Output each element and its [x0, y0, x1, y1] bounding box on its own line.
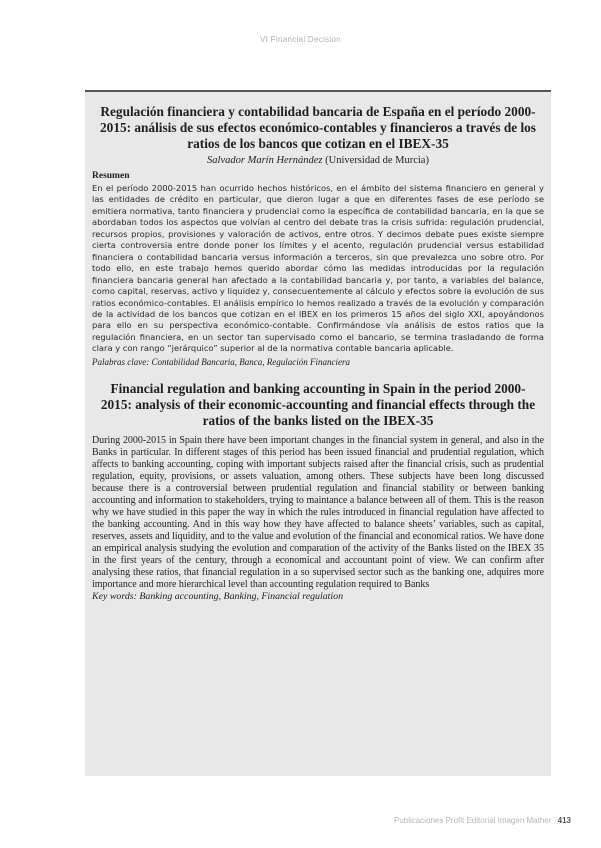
english-title: Financial regulation and banking accounting in Spain in the period 2000-2015: analysis of their economic-accounting and financial effects through the ratios of the banks listed on the IBEX-35: [100, 380, 536, 428]
footer-publication: Publicaciones Profit Editorial Imagen Mather: [393, 816, 552, 825]
english-abstract: During 2000-2015 in Spain there have been important changes in the financial system in general, and also in the Banks in particular. In different stages of this period has been issued financial and prudential regulation, which affects to banking accounting, coping with important subjects raised after the financial crisis, such as prudential regulation, equity, provisions, or assets valuation, among others. These subjects have been long discussed because there is a controversial between prudential regulation and financial stability or between banking accounting and information to stakeholders, trying to maintance a balance between all of them. This is the reason why we have studied in this paper the way in which the rules introduced in financial regulation have affected to the banking accounting. And in this way how they have affected to balance sheets’ variables, such as capital, reserves, assets and liquidity, and to the value and evolution of the financial and economical ratios. We have done an empirical analysis studying the evolution and comparation of the activity of the Banks listed on the IBEX 35 in the first years of the century, through a economical and accountant point of view. We can confirm after analysing these ratios, that financial regulation in a so supervised sector such as the banking one, adquires more importance and more hierarchical level than accounting regulation required to Banks: [92, 434, 544, 591]
author-line: [92, 154, 544, 167]
author-affiliation: (Universidad de Murcia): [325, 155, 429, 166]
english-keywords: Key words: Banking accounting, Banking, Financial regulation: [92, 591, 344, 603]
author-name: Salvador Marín Hernández: [207, 155, 323, 166]
page-footer: [394, 816, 571, 825]
abstract-panel: [85, 90, 551, 776]
running-head: VI Financial Decision: [260, 35, 341, 44]
resumen-label: Resumen: [92, 171, 130, 181]
spanish-keywords: Palabras clave: Contabilidad Bancaria, Banca, Regulación Financiera: [92, 356, 350, 367]
spanish-abstract: En el período 2000-2015 han ocurrido hechos históricos, en el ámbito del sistema financiero en general y las entidades de crédito en particular, que dieron lugar a que en diferentes fases de ese período se emitiera normativa, tanto financiera y prudencial como la específica de contabilidad bancaria, en la que se abordaban todos los aspectos que volvían al centro del debate tras la crisis sufrida: regulación prudencial, recursos propios, provisiones y valoración de activos, entre otros. Y decimos debate pues existe siempre cierta controversia entre donde poner los límites y el acento, regulación prudencial versus estabilidad financiera o contabilidad bancaria versus información a terceros, sin que prevalezca uno sobre otro. Por todo ello, en este trabajo hemos querido abordar cómo las medidas introducidas por la regulación financiera bancaria general han afectado a la contabilidad bancaria y, por tanto, a variables del balance, como capital, reservas, activo y liquidez y, consecuentemente al cálculo y efectos sobre la evolución de sus ratios económico-contables. El análisis empírico lo hemos realizado a través de la evolución y comparación de la actividad de los bancos que cotizan en el IBEX en los primeros 15 años del siglo XXI, apoyándonos para ello en su perspectiva económico-contable. Confirmándose vía análisis de estos ratios que la regulación financiera, en un sector tan supervisado como el bancario, se termina trasladando de forma clara y con rango “jerárquico” superior al de la normativa contable bancaria aplicable.: [92, 183, 544, 354]
spanish-title: Regulación financiera y contabilidad bancaria de España en el período 2000-2015: análisis de sus efectos económico-contables y financieros a través de los ratios de los bancos que cotizan en el IBEX-35: [100, 104, 536, 151]
page-number: 413: [557, 816, 571, 825]
